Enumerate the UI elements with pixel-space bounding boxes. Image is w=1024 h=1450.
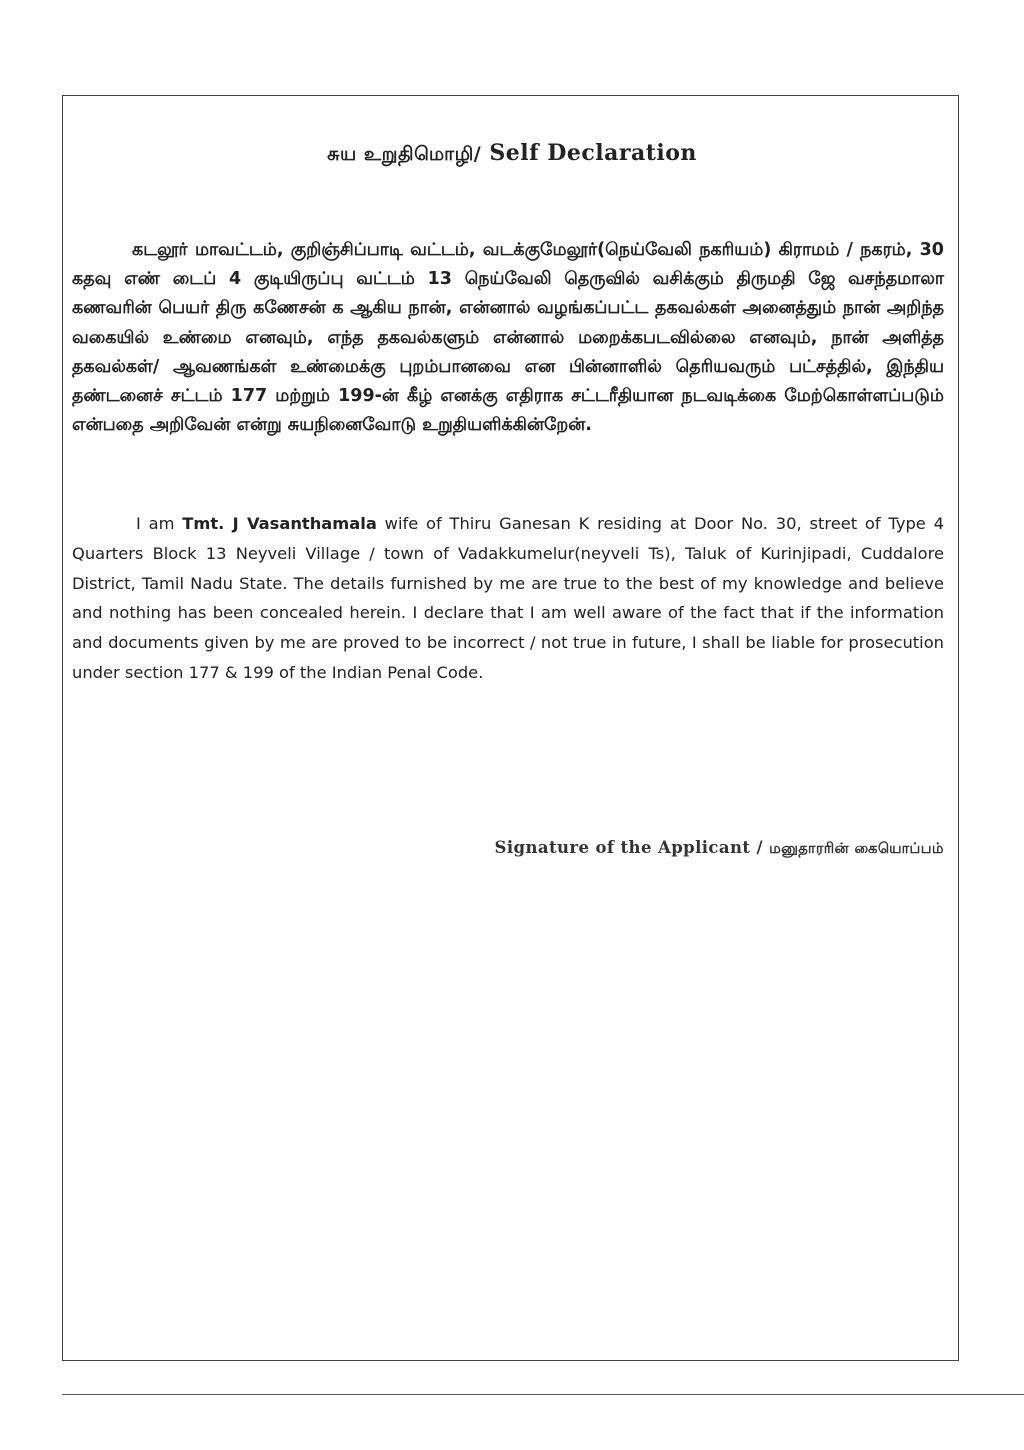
title-tamil: சுய உறுதிமொழி/ <box>327 143 482 165</box>
english-intro: I am <box>136 514 183 533</box>
page-title <box>0 140 1024 168</box>
tamil-declaration-paragraph: கடலூர் மாவட்டம், குறிஞ்சிப்பாடி வட்டம், வடக்குமேலூர்(நெய்வேலி நகரியம்) கிராமம் / நகரம், 30 கதவு எண் டைப் 4 குடியிருப்பு வட்டம் 13 நெய்வேலி தெருவில் வசிக்கும் திருமதி ஜே வசந்தமாலா கணவரின் பெயர் திரு கணேசன் க ஆகிய நான், என்னால் வழங்கப்பட்ட தகவல்கள் அனைத்தும் நான் அறிந்த வகையில் உண்மை எனவும், எந்த தகவல்களும் என்னால் மறைக்கபடவில்லை எனவும், நான் அளித்த தகவல்கள்/ ஆவணங்கள் உண்மைக்கு புறம்பானவை என பின்னாளில் தெரியவரும் பட்சத்தில், இந்திய தண்டனைச் சட்டம் 177 மற்றும் 199-ன் கீழ் எனக்கு எதிராக சட்டரீதியான நடவடிக்கை மேற்கொள்ளப்படும் என்பதை அறிவேன் என்று சுயநினைவோடு உறுதியளிக்கின்றேன். <box>72 240 944 436</box>
title-english: Self Declaration <box>489 140 697 166</box>
applicant-name: Tmt. J Vasanthamala <box>182 514 377 533</box>
signature-tamil: மனுதாரரின் கையொப்பம் <box>769 841 944 857</box>
footer-divider <box>62 1394 1024 1395</box>
signature-english: Signature of the Applicant / <box>494 838 763 857</box>
english-body: wife of Thiru Ganesan K residing at Door No. 30, street of Type 4 Quarters Block 13 Neyveli Village / town of Vadakkumelur(neyveli Ts), Taluk of Kurinjipadi, Cuddalore District, Tamil Nadu State. The details furnished by me are true to the best of my knowledge and believe and nothing has been concealed herein. I declare that I am well aware of the fact that if the information and documents given by me are proved to be incorrect / not true in future, I shall be liable for prosecution under section 177 & 199 of the Indian Penal Code. <box>72 514 944 682</box>
english-declaration-paragraph <box>72 509 944 688</box>
signature-label <box>495 838 944 859</box>
